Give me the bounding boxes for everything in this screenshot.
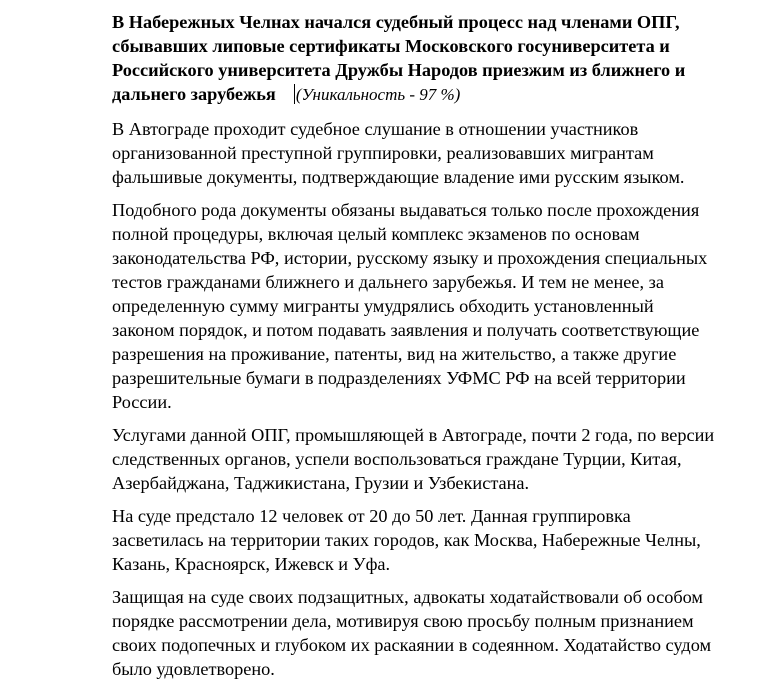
- heading-line: Российского университета Дружбы Народов приезжим из ближнего и: [112, 60, 686, 80]
- paragraph-line: разрешения на проживание, патенты, вид на жительство, а также другие: [112, 344, 677, 364]
- paragraph-line: тестов гражданами ближнего и дальнего зарубежья. И тем не менее, за: [112, 272, 664, 292]
- paragraph-line: В Автограде проходит судебное слушание в отношении участников: [112, 119, 639, 139]
- paragraph-line: Подобного рода документы обязаны выдаваться только после прохождения: [112, 200, 700, 220]
- paragraph: [112, 504, 752, 576]
- paragraph: [112, 117, 752, 189]
- paragraph-line: Услугами данной ОПГ, промышляющей в Автограде, почти 2 года, по версии: [112, 425, 715, 445]
- heading-line: В Набережных Челнах начался судебный процесс над членами ОПГ,: [112, 12, 680, 32]
- paragraph-line: законодательства РФ, истории, русскому языку и прохождения специальных: [112, 248, 708, 268]
- paragraph: [112, 585, 752, 681]
- paragraph-line: Азербайджана, Таджикистана, Грузии и Узбекистана.: [112, 473, 530, 493]
- paragraph-line: На суде предстало 12 человек от 20 до 50 лет. Данная группировка: [112, 506, 631, 526]
- document-page: [112, 10, 752, 690]
- heading-line-text: дальнего зарубежья: [112, 84, 276, 104]
- paragraph-line: России.: [112, 392, 172, 412]
- paragraph-line: засветилась на территории таких городов, как Москва, Набережные Челны,: [112, 530, 701, 550]
- paragraph-line: следственных органов, успели воспользоваться граждане Турции, Китая,: [112, 449, 682, 469]
- paragraph: [112, 198, 752, 414]
- paragraph-line: определенную сумму мигранты умудрялись обходить установленный: [112, 296, 654, 316]
- paragraph-line: организованной преступной группировки, реализовавших мигрантам: [112, 143, 654, 163]
- uniqueness-text: (Уникальность - 97 %): [295, 85, 461, 104]
- article-heading: [112, 10, 752, 107]
- heading-line: [112, 82, 752, 107]
- paragraph: [112, 423, 752, 495]
- paragraph-line: Защищая на суде своих подзащитных, адвокаты ходатайствовали об особом: [112, 587, 704, 607]
- paragraph-line: Казань, Красноярск, Ижевск и Уфа.: [112, 554, 391, 574]
- paragraph-line: разрешительные бумаги в подразделениях УФМС РФ на всей территории: [112, 368, 686, 388]
- paragraph-line: фальшивые документы, подтверждающие владение ими русским языком.: [112, 167, 685, 187]
- paragraph-line: законом порядок, и потом подавать заявления и получать соответствующие: [112, 320, 700, 340]
- paragraph-line: порядке рассмотрении дела, мотивируя свою просьбу полным признанием: [112, 611, 694, 631]
- paragraph-line: своих подопечных и глубоком их раскаянии в содеянном. Ходатайство судом: [112, 635, 712, 655]
- text-cursor: [294, 84, 295, 104]
- heading-line: сбывавших липовые сертификаты Московского госуниверситета и: [112, 36, 670, 56]
- uniqueness-note: [294, 85, 461, 104]
- paragraph-line: полной процедуры, включая целый комплекс экзаменов по основам: [112, 224, 640, 244]
- paragraph-line: было удовлетворено.: [112, 659, 275, 679]
